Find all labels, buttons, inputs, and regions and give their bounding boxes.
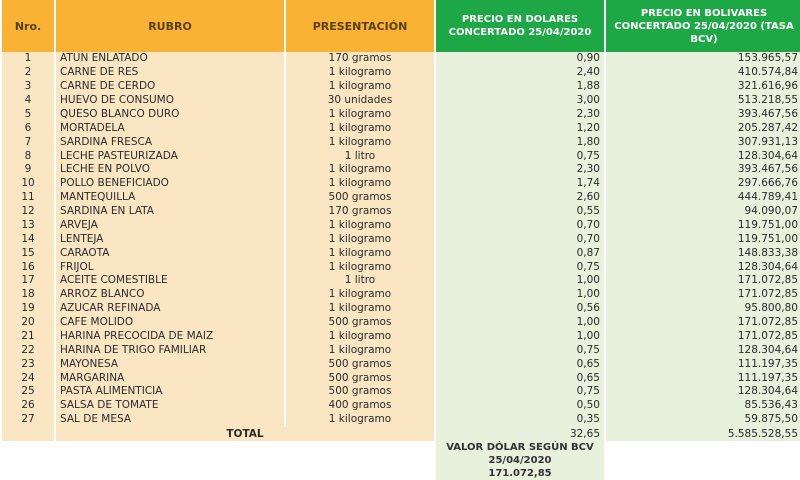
row-precio-usd: 0,50 xyxy=(436,399,604,413)
row-precio-bs: 111.197,35 xyxy=(606,357,800,371)
row-presentacion: 1 kilogramo xyxy=(286,177,434,191)
header-nro: Nro. xyxy=(2,0,54,52)
total-label: TOTAL xyxy=(56,427,434,441)
row-rubro: HARINA PRECOCIDA DE MAIZ xyxy=(56,330,284,344)
row-presentacion: 500 gramos xyxy=(286,191,434,205)
table-row xyxy=(2,316,800,330)
row-presentacion: 1 litro xyxy=(286,149,434,163)
header-precio-bs: PRECIO EN BOLIVARES CONCERTADO 25/04/2020 (TASA BCV) xyxy=(606,0,800,52)
row-precio-bs: 297.666,76 xyxy=(606,177,800,191)
header-presentacion: PRESENTACIÓN xyxy=(286,0,434,52)
row-precio-bs: 59.875,50 xyxy=(606,413,800,427)
bcv-value-row xyxy=(2,467,800,480)
row-number: 8 xyxy=(2,149,54,163)
row-rubro: MORTADELA xyxy=(56,121,284,135)
row-precio-usd: 1,74 xyxy=(436,177,604,191)
row-rubro: ARVEJA xyxy=(56,219,284,233)
row-number: 10 xyxy=(2,177,54,191)
row-rubro: MAYONESA xyxy=(56,357,284,371)
row-number: 24 xyxy=(2,371,54,385)
row-presentacion: 1 kilogramo xyxy=(286,232,434,246)
row-precio-bs: 128.304,64 xyxy=(606,260,800,274)
row-precio-bs: 153.965,57 xyxy=(606,52,800,66)
table-body xyxy=(2,52,800,427)
row-precio-usd: 1,80 xyxy=(436,135,604,149)
table-row xyxy=(2,413,800,427)
row-presentacion: 1 kilogramo xyxy=(286,66,434,80)
row-rubro: QUESO BLANCO DURO xyxy=(56,108,284,122)
row-precio-usd: 0,90 xyxy=(436,52,604,66)
row-precio-bs: 513.218,55 xyxy=(606,94,800,108)
row-precio-bs: 393.467,56 xyxy=(606,163,800,177)
row-precio-bs: 321.616,96 xyxy=(606,80,800,94)
row-precio-bs: 128.304,64 xyxy=(606,385,800,399)
table-row xyxy=(2,246,800,260)
row-rubro: SAL DE MESA xyxy=(56,413,284,427)
row-presentacion: 1 kilogramo xyxy=(286,246,434,260)
row-rubro: LECHE PASTEURIZADA xyxy=(56,149,284,163)
table-row xyxy=(2,66,800,80)
table-row xyxy=(2,135,800,149)
row-rubro: SARDINA FRESCA xyxy=(56,135,284,149)
row-precio-usd: 0,75 xyxy=(436,343,604,357)
row-presentacion: 1 kilogramo xyxy=(286,163,434,177)
row-rubro: HUEVO DE CONSUMO xyxy=(56,94,284,108)
row-precio-bs: 171.072,85 xyxy=(606,330,800,344)
row-rubro: CARNE DE RES xyxy=(56,66,284,80)
row-number: 19 xyxy=(2,302,54,316)
row-precio-usd: 0,55 xyxy=(436,205,604,219)
row-rubro: CARNE DE CERDO xyxy=(56,80,284,94)
row-rubro: MANTEQUILLA xyxy=(56,191,284,205)
row-presentacion: 500 gramos xyxy=(286,371,434,385)
row-precio-bs: 171.072,85 xyxy=(606,274,800,288)
row-precio-bs: 119.751,00 xyxy=(606,219,800,233)
row-precio-bs: 119.751,00 xyxy=(606,232,800,246)
header-precio-usd: PRECIO EN DOLARES CONCERTADO 25/04/2020 xyxy=(436,0,604,52)
row-number: 18 xyxy=(2,288,54,302)
row-rubro: CAFE MOLIDO xyxy=(56,316,284,330)
row-number: 23 xyxy=(2,357,54,371)
row-precio-usd: 1,00 xyxy=(436,274,604,288)
row-precio-usd: 0,70 xyxy=(436,219,604,233)
total-empty xyxy=(2,427,54,441)
row-precio-usd: 1,88 xyxy=(436,80,604,94)
row-presentacion: 500 gramos xyxy=(286,385,434,399)
row-rubro: SALSA DE TOMATE xyxy=(56,399,284,413)
row-rubro: LECHE EN POLVO xyxy=(56,163,284,177)
row-precio-bs: 111.197,35 xyxy=(606,371,800,385)
row-presentacion: 1 kilogramo xyxy=(286,343,434,357)
table-row xyxy=(2,385,800,399)
row-presentacion: 1 kilogramo xyxy=(286,108,434,122)
row-number: 22 xyxy=(2,343,54,357)
row-precio-usd: 0,35 xyxy=(436,413,604,427)
table-row xyxy=(2,121,800,135)
bcv-date: 25/04/2020 xyxy=(436,454,604,467)
row-precio-usd: 0,75 xyxy=(436,385,604,399)
header-row xyxy=(2,0,800,52)
table-row xyxy=(2,274,800,288)
row-precio-bs: 410.574,84 xyxy=(606,66,800,80)
row-rubro: PASTA ALIMENTICIA xyxy=(56,385,284,399)
row-precio-bs: 171.072,85 xyxy=(606,316,800,330)
row-number: 21 xyxy=(2,330,54,344)
table-row xyxy=(2,94,800,108)
row-precio-usd: 3,00 xyxy=(436,94,604,108)
row-rubro: POLLO BENEFICIADO xyxy=(56,177,284,191)
row-precio-bs: 95.800,80 xyxy=(606,302,800,316)
row-presentacion: 1 kilogramo xyxy=(286,80,434,94)
table-row xyxy=(2,205,800,219)
bcv-date-row xyxy=(2,454,800,467)
total-row xyxy=(2,427,800,441)
row-rubro: FRIJOL xyxy=(56,260,284,274)
row-number: 15 xyxy=(2,246,54,260)
table-row xyxy=(2,288,800,302)
row-rubro: ACEITE COMESTIBLE xyxy=(56,274,284,288)
row-rubro: ARROZ BLANCO xyxy=(56,288,284,302)
row-presentacion: 500 gramos xyxy=(286,357,434,371)
row-presentacion: 400 gramos xyxy=(286,399,434,413)
row-presentacion: 1 litro xyxy=(286,274,434,288)
row-presentacion: 500 gramos xyxy=(286,316,434,330)
row-presentacion: 30 unidades xyxy=(286,94,434,108)
row-precio-usd: 2,40 xyxy=(436,66,604,80)
row-rubro: HARINA DE TRIGO FAMILIAR xyxy=(56,343,284,357)
table-row xyxy=(2,149,800,163)
table-row xyxy=(2,371,800,385)
row-presentacion: 170 gramos xyxy=(286,52,434,66)
row-number: 25 xyxy=(2,385,54,399)
row-precio-usd: 0,65 xyxy=(436,371,604,385)
row-rubro: AZUCAR REFINADA xyxy=(56,302,284,316)
row-precio-bs: 128.304,64 xyxy=(606,149,800,163)
row-number: 14 xyxy=(2,232,54,246)
row-precio-bs: 307.931,13 xyxy=(606,135,800,149)
row-precio-usd: 2,30 xyxy=(436,108,604,122)
row-precio-bs: 171.072,85 xyxy=(606,288,800,302)
table-row xyxy=(2,108,800,122)
table-row xyxy=(2,163,800,177)
bcv-value: 171.072,85 xyxy=(436,467,604,480)
row-number: 6 xyxy=(2,121,54,135)
row-precio-usd: 0,75 xyxy=(436,149,604,163)
row-number: 7 xyxy=(2,135,54,149)
row-number: 3 xyxy=(2,80,54,94)
row-number: 27 xyxy=(2,413,54,427)
table-row xyxy=(2,232,800,246)
row-precio-bs: 444.789,41 xyxy=(606,191,800,205)
table-row xyxy=(2,330,800,344)
table-row xyxy=(2,177,800,191)
row-presentacion: 1 kilogramo xyxy=(286,413,434,427)
row-precio-bs: 393.467,56 xyxy=(606,108,800,122)
row-rubro: LENTEJA xyxy=(56,232,284,246)
table-row xyxy=(2,399,800,413)
row-number: 9 xyxy=(2,163,54,177)
table-row xyxy=(2,80,800,94)
row-precio-usd: 2,60 xyxy=(436,191,604,205)
table-row xyxy=(2,260,800,274)
row-presentacion: 1 kilogramo xyxy=(286,302,434,316)
total-bs: 5.585.528,55 xyxy=(606,427,800,441)
row-precio-usd: 1,00 xyxy=(436,288,604,302)
row-precio-bs: 128.304,64 xyxy=(606,343,800,357)
row-precio-usd: 0,56 xyxy=(436,302,604,316)
row-number: 26 xyxy=(2,399,54,413)
row-number: 20 xyxy=(2,316,54,330)
row-number: 11 xyxy=(2,191,54,205)
row-presentacion: 1 kilogramo xyxy=(286,330,434,344)
row-precio-usd: 1,00 xyxy=(436,330,604,344)
row-presentacion: 1 kilogramo xyxy=(286,219,434,233)
table-row xyxy=(2,52,800,66)
table-row xyxy=(2,302,800,316)
row-precio-usd: 0,70 xyxy=(436,232,604,246)
row-precio-usd: 0,65 xyxy=(436,357,604,371)
bcv-title: VALOR DÓLAR SEGÚN BCV xyxy=(436,441,604,454)
row-presentacion: 1 kilogramo xyxy=(286,260,434,274)
row-number: 2 xyxy=(2,66,54,80)
row-presentacion: 1 kilogramo xyxy=(286,121,434,135)
row-presentacion: 1 kilogramo xyxy=(286,135,434,149)
row-precio-bs: 94.090,07 xyxy=(606,205,800,219)
row-precio-usd: 0,87 xyxy=(436,246,604,260)
row-number: 4 xyxy=(2,94,54,108)
row-number: 13 xyxy=(2,219,54,233)
row-precio-usd: 2,30 xyxy=(436,163,604,177)
row-number: 5 xyxy=(2,108,54,122)
row-number: 17 xyxy=(2,274,54,288)
row-precio-bs: 148.833,38 xyxy=(606,246,800,260)
row-number: 16 xyxy=(2,260,54,274)
row-presentacion: 1 kilogramo xyxy=(286,288,434,302)
row-precio-usd: 1,00 xyxy=(436,316,604,330)
row-rubro: ATUN ENLATADO xyxy=(56,52,284,66)
row-rubro: SARDINA EN LATA xyxy=(56,205,284,219)
row-rubro: MARGARINA xyxy=(56,371,284,385)
row-presentacion: 170 gramos xyxy=(286,205,434,219)
row-number: 1 xyxy=(2,52,54,66)
table-row xyxy=(2,219,800,233)
row-rubro: CARAOTA xyxy=(56,246,284,260)
header-rubro: RUBRO xyxy=(56,0,284,52)
bcv-title-row xyxy=(2,441,800,454)
total-usd: 32,65 xyxy=(436,427,604,441)
table-row xyxy=(2,191,800,205)
row-precio-usd: 1,20 xyxy=(436,121,604,135)
row-precio-bs: 205.287,42 xyxy=(606,121,800,135)
row-number: 12 xyxy=(2,205,54,219)
row-precio-usd: 0,75 xyxy=(436,260,604,274)
row-precio-bs: 85.536,43 xyxy=(606,399,800,413)
table-row xyxy=(2,343,800,357)
table-row xyxy=(2,357,800,371)
